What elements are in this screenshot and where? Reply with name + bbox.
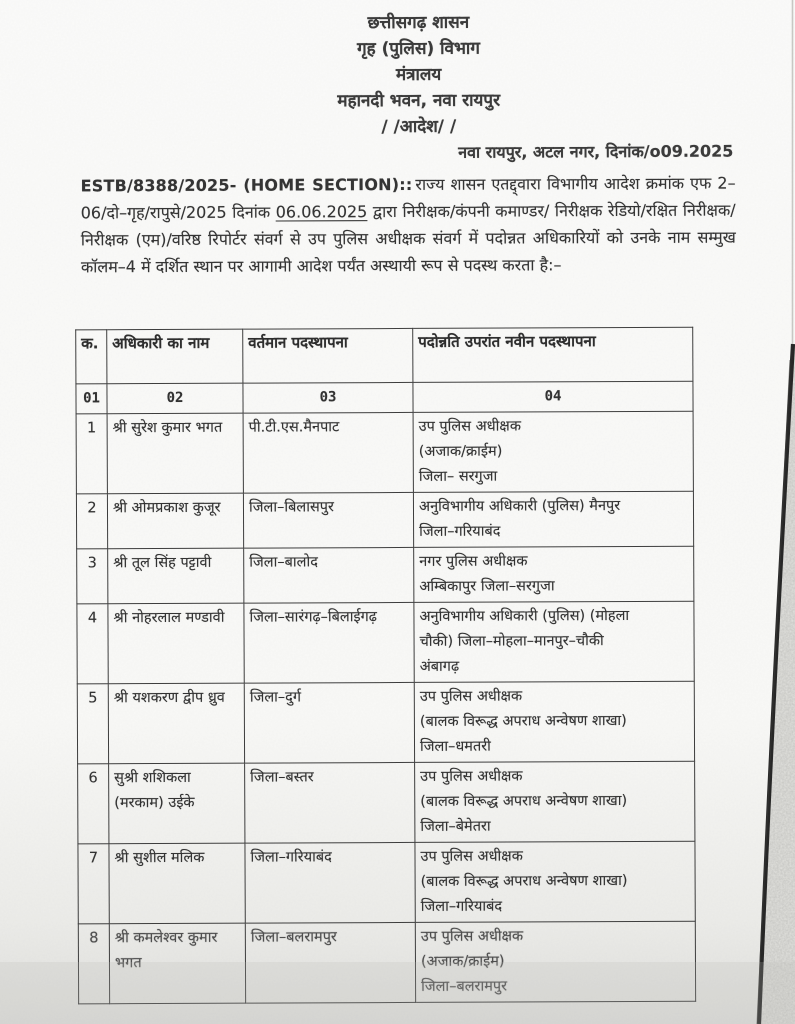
cell-officer-name: श्री कमलेश्वर कुमार भगत — [109, 923, 245, 1004]
cell-new-posting: उप पुलिस अधीक्षक (बालक विरूद्ध अपराध अन्वेषण शाखा) जिला–बेमेतरा — [415, 761, 695, 842]
cell-current-posting: जिला–गरियाबंद — [245, 842, 415, 923]
column-number-row — [76, 381, 693, 414]
posting-table — [75, 327, 696, 1005]
order-date-underlined: 06.06.2025 — [275, 202, 368, 222]
table-row — [76, 411, 693, 494]
cell-current-posting: जिला–दुर्ग — [244, 682, 414, 763]
cell-current-posting: जिला–बालोद — [244, 547, 414, 603]
cell-current-posting: पी.टी.एस.मैनपाट — [243, 412, 413, 493]
document-header — [0, 0, 793, 142]
cell-officer-name: श्री नोहरलाल मण्डावी — [108, 603, 244, 684]
table-row — [77, 546, 694, 604]
cell-serial: 5 — [77, 684, 108, 764]
cell-serial: 8 — [78, 924, 109, 1004]
header-officer-name: अधिकारी का नाम — [107, 329, 243, 384]
cell-current-posting: जिला–बिलासपुर — [243, 492, 413, 548]
cell-serial: 6 — [78, 764, 109, 844]
order-text-part2: द्वारा निरीक्षक/कंपनी कमाण्डर/ निरीक्षक रेडियो/रक्षित निरीक्षक/निरीक्षक (एम)/वरिष्ठ रिपोर्टर संवर्ग से उप पुलिस अधीक्षक संवर्ग में पदोन्नत अधिकारियों को उनके नाम सम्मुख कॉलम–4 में दर्शित स्थान पर आगामी आदेश पर्यंत अस्थायी रूप से पदस्थ करता है:– — [80, 200, 736, 277]
cell-current-posting: जिला–बस्तर — [245, 762, 415, 843]
cell-officer-name: श्री सुशील मलिक — [109, 843, 245, 924]
order-text-part1: राज्य शासन एतद्द्वारा विभागीय आदेश क्रमांक एफ 2–06/दो–गृह/रापुसे/2025 दिनांक — [80, 173, 736, 223]
table-row — [76, 491, 693, 549]
table-header-row — [76, 327, 693, 384]
government-name: छत्तीसगढ़ शासन — [367, 12, 470, 34]
cell-serial: 2 — [76, 494, 107, 549]
order-paragraph — [81, 170, 736, 281]
cell-officer-name: श्री ओमप्रकाश कुजूर — [107, 493, 243, 549]
cell-serial: 3 — [77, 549, 108, 604]
cell-new-posting: उप पुलिस अधीक्षक (अजाक/क्राईम) जिला–बलरामपुर — [415, 921, 695, 1002]
cell-new-posting: उप पुलिस अधीक्षक (बालक विरूद्ध अपराध अन्वेषण शाखा) जिला–गरियाबंद — [415, 841, 695, 922]
table-row — [78, 761, 695, 844]
place-date-line: नवा रायपुर, अटल नगर, दिनांक/o09.2025 — [458, 141, 734, 162]
table-row — [77, 681, 694, 764]
building-address: महानदी भवन, नवा रायपुर — [337, 90, 501, 112]
cell-serial: 7 — [78, 844, 109, 924]
table-row — [78, 921, 695, 1004]
cell-officer-name: श्री यशकरण द्वीप ध्रुव — [108, 683, 244, 764]
colnum-2: 02 — [107, 383, 243, 414]
cell-current-posting: जिला–सारंगढ़–बिलाईगढ़ — [244, 602, 414, 683]
cell-serial: 1 — [76, 414, 107, 494]
header-current-posting: वर्तमान पदस्थापना — [243, 328, 413, 383]
cell-new-posting: उप पुलिस अधीक्षक (बालक विरूद्ध अपराध अन्वेषण शाखा) जिला–धमतरी — [414, 681, 694, 762]
ministry-label: मंत्रालय — [395, 64, 442, 86]
colnum-1: 01 — [76, 384, 107, 414]
header-new-posting: पदोन्नति उपरांत नवीन पदस्थापना — [413, 327, 693, 382]
cell-officer-name: श्री सुरेश कुमार भगत — [107, 413, 243, 494]
cell-new-posting: अनुविभागीय अधिकारी (पुलिस) मैनपुर जिला–गरियाबंद — [413, 491, 693, 547]
cell-officer-name: श्री तूल सिंह पट्टावी — [108, 548, 244, 604]
cell-new-posting: अनुविभागीय अधिकारी (पुलिस) (मोहला चौकी) जिला–मोहला–मानपुर–चौकी अंबागढ़ — [414, 601, 694, 682]
colnum-3: 03 — [243, 382, 413, 413]
cell-new-posting: उप पुलिस अधीक्षक (अजाक/क्राईम) जिला– सरगुजा — [413, 411, 693, 492]
department-name: गृह (पुलिस) विभाग — [357, 38, 480, 60]
cell-officer-name: सुश्री शशिकला (मरकाम) उईके — [109, 763, 245, 844]
cell-new-posting: नगर पुलिस अधीक्षक अम्बिकापुर जिला–सरगुजा — [414, 546, 694, 602]
table-row — [78, 841, 695, 924]
table-row — [77, 601, 694, 684]
order-title: / /आदेश/ / — [381, 116, 457, 138]
reference-number: ESTB/8388/2025- (HOME SECTION):: — [80, 174, 413, 196]
cell-serial: 4 — [77, 604, 108, 684]
colnum-4: 04 — [413, 381, 693, 412]
header-serial: क. — [76, 330, 107, 384]
cell-current-posting: जिला–बलरामपुर — [245, 922, 415, 1003]
